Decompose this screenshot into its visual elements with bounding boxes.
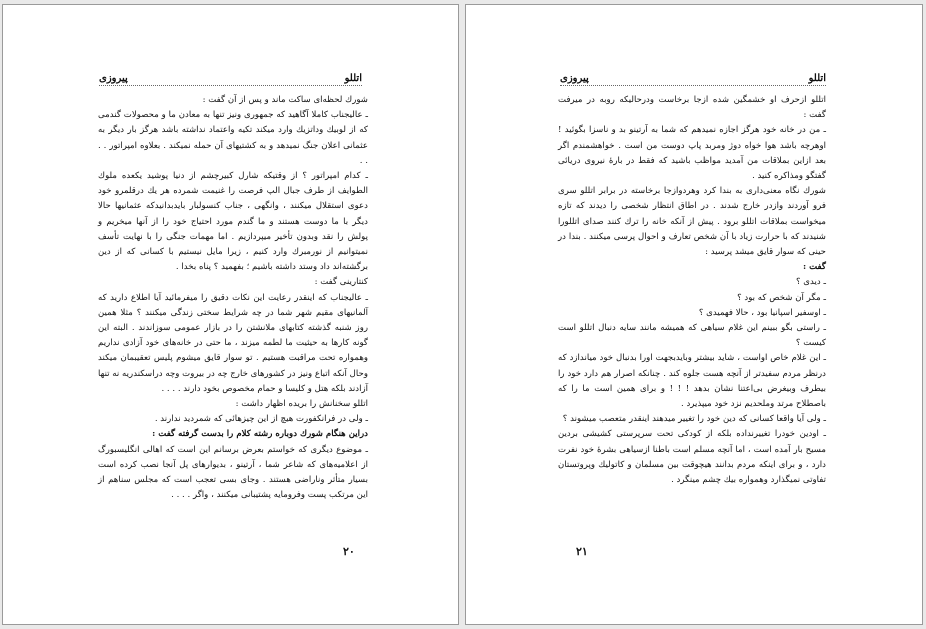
paragraph: شورك لحظه‌ای ساکت ماند و پس از آن گفت : — [202, 95, 368, 105]
paragraph: ـ اودین خودرا تغییرنداده بلکه از کودکی تحت سرپرستی کشیشی بردین مسیح بار آمده است ، اما آنچه مسلم است باطنا ازسیاهی بشرهٔ خود نفرت دارد ، و برای اینکه مردم بدانند هیچوقت بین مسلمان و کاتولیك وپروتستان تفاوتی نمیگذارد وهمواره بیك چشم مینگرد . — [558, 429, 826, 486]
paragraph: ـ ولی آیا واقعا کسانی که دین خود را تغییر میدهند اینقدر متعصب میشوند ؟ — [562, 414, 826, 425]
paragraph: کنتارینی گفت : — [314, 277, 368, 288]
page-body-text — [98, 93, 368, 503]
header-book-title: پیروزی — [560, 73, 589, 84]
right-book-page — [465, 4, 923, 625]
paragraph: اتللو سخنانش را بریده اظهار داشت : — [235, 399, 368, 410]
paragraph: ـ ولی در فرانکفورت هیچ از این چیزهائی که شمردید ندارند . — [154, 414, 368, 425]
paragraph: دراین هنگام شورك دوباره رشته کلام را بدست گرفته گفت : — [152, 429, 368, 440]
page-number: ۲۱ — [576, 545, 588, 558]
paragraph: ـ راستی بگو ببینم این غلام سیاهی که همیشه مانند سایه دنبال اتللو است کیست ؟ — [558, 323, 826, 349]
paragraph: ـ موضوع دیگری که خواستم بعرض برسانم این است که اهالی انگلیسبورگ از اعلامیه‌های که شاعر شما ، آرتینو ، بدیوارهای پل آنجا نصب کرده است بسیار متأثر وناراضی هستند . وجای بسی تعجب است که مجلس سناهم از این مرتکب پست وفرومایه پشتیبانی میکنند ، واگر . . . . — [98, 444, 368, 501]
paragraph: گفت : — [802, 262, 826, 273]
running-header — [99, 73, 362, 86]
paragraph: ـ کدام امپراتور ؟ از وقتیکه شارل کبیرچشم از دنیا پوشید یکعده ملوك الطوایف از طرف جبال الپ فرصت را غنیمت شمرده هر یك درقلمرو خود دعوی استقلال میکنند ، وانگهی ، جناب کنسولبار بایدبدانیدکه عثمانیها حالا دیگر با ما دوست هستند و ما گندم مورد احتیاج خود را از آنها میخریم و پولش را نقد وبدون تأخیر میپردازیم . اما مهمات جنگی را با نهایت تأسف نمیتوانیم از نورمبرك وارد کنیم ، زیرا مایل نیستیم با کسانی که از دین برگشته‌اند داد وستد داشته باشیم ؛ بفهمید ؟ پناه بخدا . — [98, 171, 368, 273]
header-book-title: پیروزی — [99, 73, 128, 84]
paragraph: ـ مگر آن شخص که بود ؟ — [737, 292, 826, 303]
left-book-page — [2, 4, 459, 625]
paragraph: ـ دیدی ؟ — [796, 277, 826, 288]
page-body-text — [558, 93, 826, 488]
paragraph: ـ اوسفیر اسپانیا بود ، حالا فهمیدی ؟ — [698, 307, 826, 318]
paragraph: ـ عالیجناب کاملا آگاهید که جمهوری ونیز تنها به معادن ما و محصولات گندمی که از لوبیك وداتزیك وارد میكند تکیه واعتماد نداشته باشد هرگز بار دیگر به عثمانی اعلان جنگ نمیدهد و به کشتیهای آن حمله نمیکند . بعلاوه امپراتور . . . . — [98, 110, 368, 166]
running-header — [560, 73, 826, 86]
paragraph: شورك نگاه معنی‌داری به بندا کرد وهردوازجا برخاسته در برابر اتللو سری فرو آوردند وازدر خارج شدند . در اطاق انتظار شخصی را دیدند که تازه میخواست بملاقات اتللو برود . پیش از آنکه خانه را ترك کنند صدای اتللورا شنیدند که با حرارت زیاد با آن شخص تعارف و احوال پرسی میکنند . بندا در حینی که سوار قایق میشد پرسید : — [558, 186, 826, 258]
page-number: ۲۰ — [343, 545, 355, 558]
header-chapter-title: اتللو — [808, 73, 826, 84]
header-chapter-title: اتللو — [344, 73, 362, 84]
paragraph: اتللو ازحرف او خشمگین شده ازجا برخاست ودرحالیکه روبه در میرفت گفت : — [558, 95, 826, 121]
paragraph: ـ عالیجناب که اینقدر رعایت این نکات دقیق را میفرمائید آیا اطلاع دارید که آلمانیهای مقیم شهر شما در چه شرایط سختی زندگی میکنند ؟ مثلا همین روز شنبه گذشته کتابهای ملانشتن را در بازار عمومی سوزاندند . البته این گونه کارها به حیثیت ما لطمه میزند ، ما حتی در خانه‌های خود آزادی نداریم وهمواره تحت مراقبت هستیم . تو سوار قایق میشوم پلیس تعقیبمان میکند وحال آنکه اتباع ونیز در کشورهای خارج چه در بیروت وچه دراسکندریه نه تنها آزادند بلکه هتل و کلیسا و حمام مخصوص بخود دارند . . . . — [98, 292, 368, 394]
paragraph: ـ این غلام خاص اواست ، شاید بیشتر وبایدبجهت اورا بدنبال خود میاندازد که درنظر مردم سفیدتر از آنچه هست جلوه کند . چنانکه اصرار هم دارد خود را بیطرف وبیغرض بی‌اعتنا نشان بدهد ! ! ! و برای همین است ما را که باصطلاح مرتد وملحدیم نزد خود میپذیرد . — [558, 353, 826, 410]
paragraph: ـ من در خانه خود هرگز اجازه نمیدهم که شما به آرتینو بد و ناسزا بگوئید ! اوهرچه باشد هوا خواه دوژ ومربد پاپ دوست من است . خواهشمندم اگر بعد ازاین بملاقات من آمدید مواظب باشید که فقط در بارهٔ نیروی دریائی گفتگو ومذاکره کنید . — [558, 125, 826, 182]
